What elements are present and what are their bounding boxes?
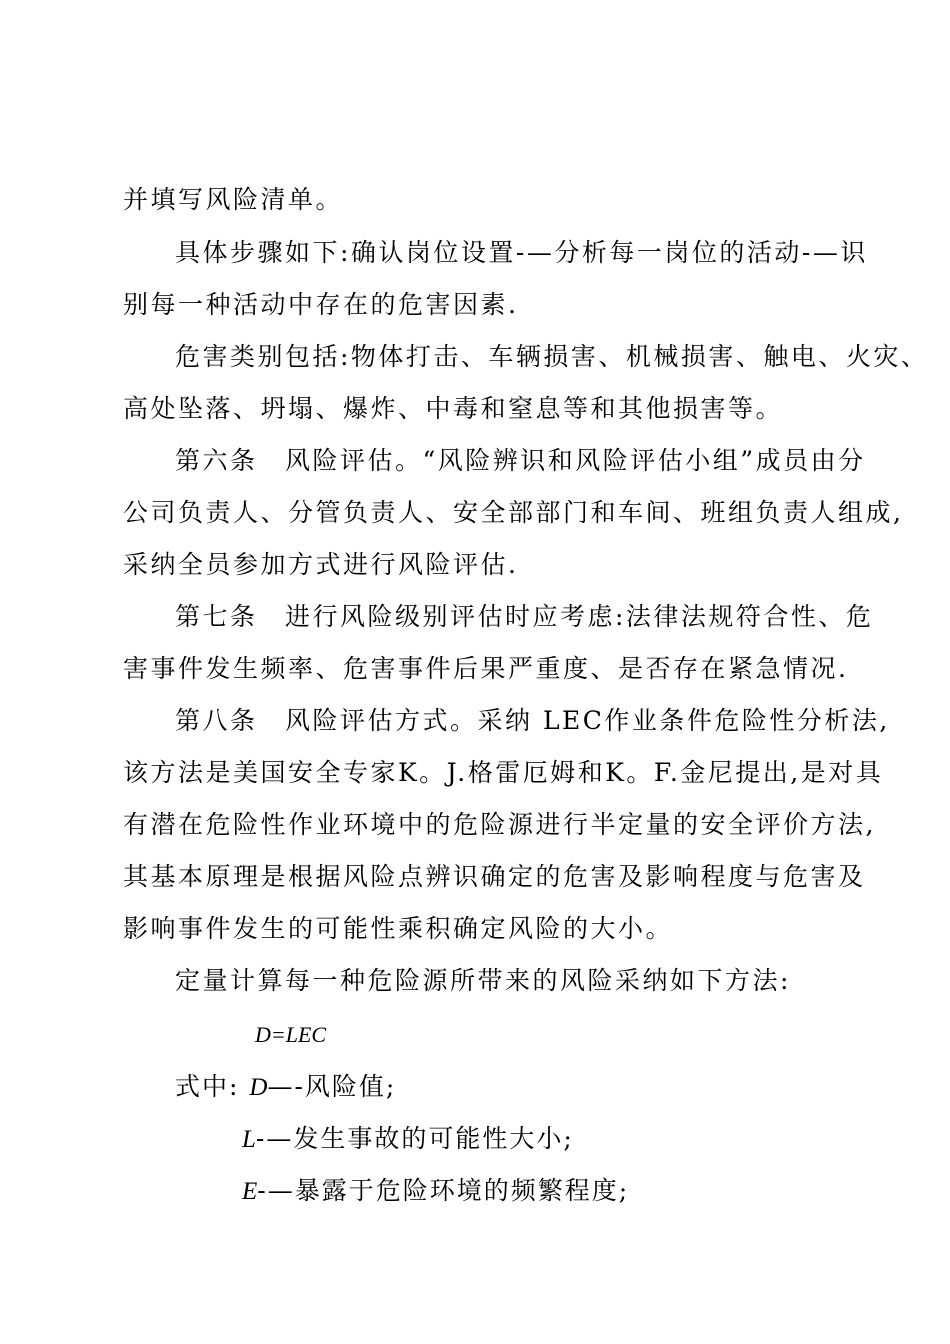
definition-prefix: 式中:: [175, 1072, 240, 1101]
variable-l: L: [242, 1126, 256, 1153]
paragraph-line: 害事件发生频率、危害事件后果严重度、是否存在紧急情况.: [123, 654, 849, 683]
article-8-heading-line: 第八条 风险评估方式。采纳 LEC作业条件危险性分析法,: [175, 706, 890, 735]
variable-d: D: [249, 1074, 268, 1101]
paragraph-line: 影响事件发生的可能性乘积确定风险的大小。: [123, 914, 674, 943]
paragraph-line: 具体步骤如下:确认岗位设置-—分析每一岗位的活动-—识: [175, 238, 868, 267]
variable-e: E: [242, 1178, 258, 1205]
paragraph-line: 并填写风险清单。: [123, 185, 344, 214]
paragraph-line: 定量计算每一种危险源所带来的风险采纳如下方法:: [175, 966, 791, 995]
paragraph-line: 有潜在危险性作业环境中的危险源进行半定量的安全评价方法,: [123, 810, 876, 839]
paragraph-line: 该方法是美国安全专家K。J.格雷厄姆和K。F.金尼提出,是对具: [123, 758, 884, 787]
definition-l-text: -—发生事故的可能性大小;: [255, 1124, 574, 1153]
paragraph-line: 采纳全员参加方式进行风险评估.: [123, 550, 519, 579]
article-6-heading-line: 第六条 风险评估。“风险辨识和风险评估小组”成员由分: [175, 446, 866, 475]
paragraph-line: 别每一种活动中存在的危害因素.: [123, 290, 519, 319]
definition-d-text: —-风险值;: [267, 1072, 397, 1101]
formula: D=LEC: [255, 1022, 327, 1047]
paragraph-line: 危害类别包括:物体打击、车辆损害、机械损害、触电、火灾、: [175, 342, 929, 371]
paragraph-line: 公司负责人、分管负责人、安全部部门和车间、班组负责人组成,: [123, 498, 904, 527]
article-7-heading-line: 第七条 进行风险级别评估时应考虑:法律法规符合性、危: [175, 602, 874, 631]
paragraph-line: 高处坠落、坍塌、爆炸、中毒和窒息等和其他损害等。: [123, 394, 784, 423]
definition-d: [175, 1072, 396, 1103]
definition-e-text: -—暴露于危险环境的频繁程度;: [257, 1176, 630, 1205]
paragraph-line: 其基本原理是根据风险点辨识确定的危害及影响程度与危害及: [123, 862, 866, 891]
definition-l: [242, 1124, 574, 1155]
definition-e: [242, 1176, 629, 1207]
